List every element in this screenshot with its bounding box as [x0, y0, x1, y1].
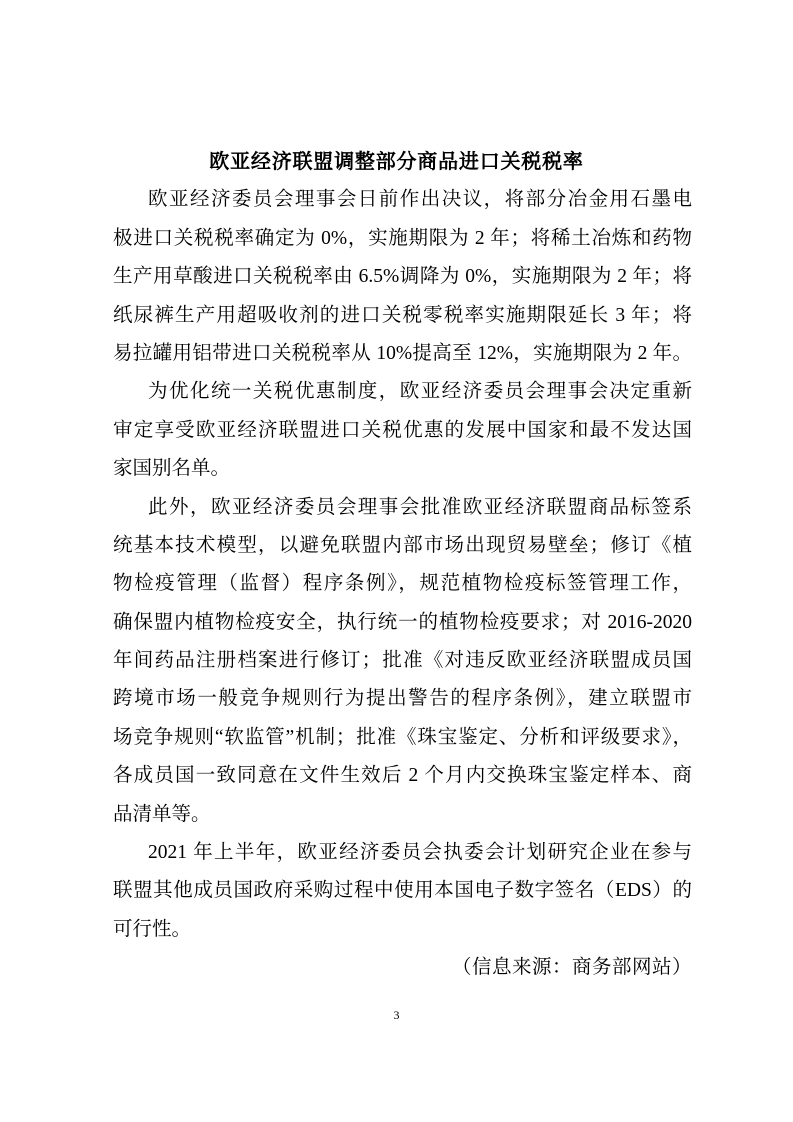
document-title: 欧亚经济联盟调整部分商品进口关税税率	[209, 151, 584, 173]
page-number: 3	[393, 1008, 400, 1022]
document-body	[113, 181, 692, 987]
paragraph-3-line-1: 此外，欧亚经济委员会理事会批准欧亚经济联盟商品标签系	[148, 496, 692, 518]
paragraph-2-line-3: 家国别名单。	[113, 458, 231, 480]
paragraph-4-line-2: 联盟其他成员国政府采购过程中使用本国电子数字签名（EDS）的	[113, 880, 692, 902]
paragraph-1-line-2: 极进口关税税率确定为 0%，实施期限为 2 年；将稀土冶炼和药物	[113, 227, 692, 249]
paragraph-2-line-2: 审定享受欧亚经济联盟进口关税优惠的发展中国家和最不发达国	[113, 419, 692, 441]
paragraph-2-line-1: 为优化统一关税优惠制度，欧亚经济委员会理事会决定重新	[148, 381, 692, 403]
paragraph-1-line-1: 欧亚经济委员会理事会日前作出决议，将部分冶金用石墨电	[148, 189, 692, 211]
paragraph-3-line-4: 确保盟内植物检疫安全，执行统一的植物检疫要求；对 2016-2020	[113, 611, 692, 633]
source-note: （信息来源：商务部网站）	[451, 957, 692, 979]
paragraph-3-line-6: 跨境市场一般竞争规则行为提出警告的程序条例》，建立联盟市	[113, 688, 692, 710]
paragraph-4	[113, 834, 692, 949]
paragraph-3-line-7: 场竞争规则“软监管”机制；批准《珠宝鉴定、分析和评级要求》，	[113, 726, 692, 748]
paragraph-3-line-8: 各成员国一致同意在文件生效后 2 个月内交换珠宝鉴定样本、商	[113, 765, 692, 787]
paragraph-3-line-2: 统基本技术模型，以避免联盟内部市场出现贸易壁垒；修订《植	[113, 534, 692, 556]
paragraph-3-line-5: 年间药品注册档案进行修订；批准《对违反欧亚经济联盟成员国	[113, 650, 692, 672]
paragraph-4-line-3: 可行性。	[113, 918, 192, 940]
paragraph-2	[113, 373, 692, 488]
paragraph-1-line-3: 生产用草酸进口关税税率由 6.5%调降为 0%，实施期限为 2 年；将	[113, 266, 692, 288]
paragraph-4-line-1: 2021 年上半年，欧亚经济委员会执委会计划研究企业在参与	[148, 842, 692, 864]
paragraph-3	[113, 489, 692, 835]
paragraph-3-line-3: 物检疫管理（监督）程序条例》，规范植物检疫标签管理工作，	[113, 573, 692, 595]
paragraph-3-line-9: 品清单等。	[113, 803, 211, 825]
paragraph-1	[113, 181, 692, 373]
paragraph-1-line-5: 易拉罐用铝带进口关税税率从 10%提高至 12%，实施期限为 2 年。	[113, 342, 692, 364]
paragraph-1-line-4: 纸尿裤生产用超吸收剂的进口关税零税率实施期限延长 3 年；将	[113, 304, 692, 326]
